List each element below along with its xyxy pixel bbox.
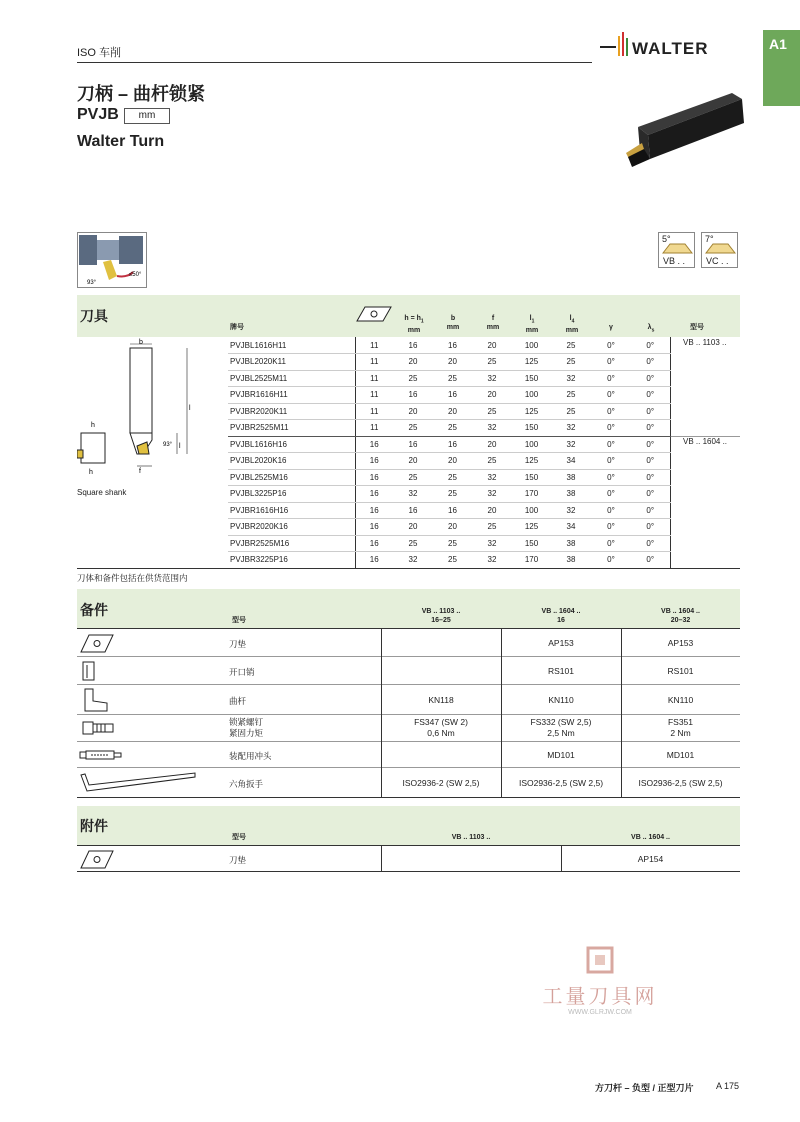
cell-lambda: 0°	[631, 519, 670, 536]
part-value: KN118	[428, 695, 454, 705]
parts-col-2: VB .. 1604 .. 16	[541, 608, 581, 624]
brand-name: Walter Turn	[77, 133, 165, 150]
cell-code: PVJBR3225P16	[228, 552, 355, 569]
cell-lambda: 0°	[631, 387, 670, 404]
badge-type: VC . .	[706, 256, 729, 266]
shim-icon	[79, 848, 115, 870]
cell-l1: 125	[512, 519, 551, 536]
cell-h: 20	[393, 403, 433, 420]
cell-size: 16	[355, 453, 393, 470]
cell-l1: 150	[512, 420, 551, 437]
col-l1: $l_1$ mm	[525, 315, 539, 335]
col-h: $h = h_1$ mm	[404, 315, 424, 335]
tool-holder-image	[620, 85, 745, 185]
part-value: MD101	[547, 750, 575, 760]
header-divider	[77, 62, 592, 63]
square-shank-label: Square shank	[77, 488, 127, 497]
angle-93-label: 93°	[87, 280, 97, 286]
cell-l4: 32	[551, 502, 591, 519]
watermark-logo-icon	[585, 945, 615, 975]
cell-type	[670, 469, 740, 486]
cell-lambda: 0°	[631, 420, 670, 437]
table-row	[228, 486, 740, 503]
cell-l1: 100	[512, 337, 551, 354]
chapter-tab[interactable]: A1	[763, 30, 800, 106]
cell-h: 25	[393, 535, 433, 552]
acc-row-shim	[77, 846, 740, 872]
cell-h: 20	[393, 354, 433, 371]
cell-code: PVJBL2020K11	[228, 354, 355, 371]
col-type: 型号	[690, 324, 704, 331]
dim-b: b	[139, 339, 143, 346]
parts-section-title: 备件	[80, 602, 108, 618]
cell-code: PVJBL2525M16	[228, 469, 355, 486]
cell-code: PVJBL2525M11	[228, 370, 355, 387]
part-value: RS101	[548, 666, 574, 676]
cell-size: 16	[355, 469, 393, 486]
part-name: 刀垫	[229, 855, 247, 865]
cell-size: 11	[355, 370, 393, 387]
cell-b: 25	[433, 370, 472, 387]
col-code: 牌号	[230, 324, 244, 331]
cell-lambda: 0°	[631, 486, 670, 503]
parts-row-lever	[77, 685, 740, 715]
cell-f: 32	[472, 486, 512, 503]
cell-lambda: 0°	[631, 453, 670, 470]
col-l4: $l_4$ mm	[565, 315, 579, 335]
cell-l4: 38	[551, 552, 591, 569]
part-value: FS347 (SW 2) 0,6 Nm	[414, 717, 468, 738]
cell-lambda: 0°	[631, 469, 670, 486]
part-name: 锁紧螺钉 紧固力矩	[229, 717, 264, 738]
cell-type	[670, 552, 740, 569]
table-row	[228, 403, 740, 420]
cell-size: 16	[355, 519, 393, 536]
cell-code: PVJBL1616H11	[228, 337, 355, 354]
cell-gamma: 0°	[591, 453, 631, 470]
cell-l4: 38	[551, 535, 591, 552]
cell-lambda: 0°	[631, 370, 670, 387]
part-value: FS351 2 Nm	[667, 717, 694, 738]
tools-bottom-rule	[77, 568, 740, 569]
cell-lambda: 0°	[631, 403, 670, 420]
cell-l4: 38	[551, 486, 591, 503]
part-name: 装配用冲头	[229, 751, 272, 761]
cell-type	[670, 486, 740, 503]
table-row	[228, 535, 740, 552]
watermark-url: WWW.GLRJW.COM	[568, 1009, 632, 1016]
cell-gamma: 0°	[591, 387, 631, 404]
table-row	[228, 436, 740, 453]
cell-type	[670, 502, 740, 519]
cell-h: 32	[393, 552, 433, 569]
cell-l1: 100	[512, 387, 551, 404]
cell-h: 32	[393, 486, 433, 503]
badge-angle: 5°	[662, 234, 671, 244]
tools-table	[228, 337, 740, 569]
cell-f: 25	[472, 519, 512, 536]
cell-f: 32	[472, 469, 512, 486]
cell-code: PVJBL1616H16	[228, 436, 355, 453]
cell-size: 16	[355, 535, 393, 552]
cell-f: 25	[472, 403, 512, 420]
cell-h: 20	[393, 453, 433, 470]
cell-f: 32	[472, 535, 512, 552]
cell-gamma: 0°	[591, 469, 631, 486]
acc-col-2: VB .. 1604 ..	[631, 834, 670, 841]
cell-h: 16	[393, 337, 433, 354]
type-group-1103: VB .. 1103 ..	[683, 338, 727, 347]
cell-gamma: 0°	[591, 519, 631, 536]
shim-icon	[79, 632, 115, 654]
table-row	[228, 519, 740, 536]
cell-f: 25	[472, 453, 512, 470]
table-row	[228, 370, 740, 387]
cell-l4: 25	[551, 354, 591, 371]
cell-gamma: 0°	[591, 354, 631, 371]
table-row	[228, 502, 740, 519]
part-name: 刀垫	[229, 639, 247, 649]
type-group-1604: VB .. 1604 ..	[683, 437, 728, 446]
cell-l4: 25	[551, 387, 591, 404]
cell-h: 16	[393, 387, 433, 404]
part-value: FS332 (SW 2,5) 2,5 Nm	[530, 717, 592, 738]
cell-b: 25	[433, 535, 472, 552]
cell-l1: 150	[512, 370, 551, 387]
cell-b: 20	[433, 453, 472, 470]
badge-type: VB . .	[663, 256, 686, 266]
cell-f: 32	[472, 370, 512, 387]
cell-size: 11	[355, 354, 393, 371]
table-row	[228, 354, 740, 371]
table-row	[228, 453, 740, 470]
split-pin-icon	[81, 660, 97, 682]
cell-f: 32	[472, 552, 512, 569]
cell-size: 11	[355, 387, 393, 404]
screw-icon	[81, 719, 117, 737]
cell-gamma: 0°	[591, 552, 631, 569]
col-b: b mm	[446, 315, 460, 331]
part-value: RS101	[667, 666, 694, 676]
cell-size: 11	[355, 403, 393, 420]
dim-h1: h	[89, 469, 93, 476]
cell-f: 25	[472, 354, 512, 371]
dim-l4: l	[179, 443, 181, 450]
cell-b: 20	[433, 354, 472, 371]
insert-badge-vb	[658, 232, 695, 268]
table-row	[228, 469, 740, 486]
group-divider	[671, 436, 740, 437]
part-name: 曲杆	[229, 696, 247, 706]
cell-gamma: 0°	[591, 502, 631, 519]
cell-h: 25	[393, 420, 433, 437]
insert-diamond-icon	[355, 303, 393, 325]
cell-code: PVJBR1616H16	[228, 502, 355, 519]
insert-shape-icon	[662, 242, 693, 254]
part-value: ISO2936-2,5 (SW 2,5)	[518, 778, 604, 788]
col-gamma: γ	[609, 324, 613, 331]
dim-h: h	[91, 422, 95, 429]
cell-l1: 125	[512, 354, 551, 371]
cell-type	[670, 420, 740, 437]
col-f: f mm	[486, 315, 500, 331]
cell-l1: 125	[512, 453, 551, 470]
cell-h: 16	[393, 502, 433, 519]
table-row	[228, 552, 740, 569]
machining-diagram	[77, 232, 147, 288]
hex-key-icon	[77, 771, 199, 795]
cell-b: 25	[433, 552, 472, 569]
part-value: ISO2936-2 (SW 2,5)	[402, 778, 480, 788]
cell-l4: 32	[551, 436, 591, 453]
cell-f: 32	[472, 420, 512, 437]
cell-b: 16	[433, 502, 472, 519]
cell-l4: 32	[551, 420, 591, 437]
page-number: A 175	[716, 1081, 740, 1091]
acc-col-1: VB .. 1103 ..	[451, 834, 491, 841]
cell-type	[670, 354, 740, 371]
parts-row-wrench	[77, 768, 740, 798]
logo-text: WALTER	[632, 39, 709, 58]
cell-code: PVJBL3225P16	[228, 486, 355, 503]
cell-b: 20	[433, 519, 472, 536]
cell-type	[670, 453, 740, 470]
cell-l1: 100	[512, 436, 551, 453]
cell-type	[670, 370, 740, 387]
cell-size: 16	[355, 436, 393, 453]
part-name: 六角扳手	[229, 779, 264, 789]
cell-type	[670, 387, 740, 404]
cell-b: 25	[433, 486, 472, 503]
cell-l1: 125	[512, 403, 551, 420]
cell-b: 16	[433, 337, 472, 354]
parts-row-pin	[77, 657, 740, 685]
cell-l4: 34	[551, 453, 591, 470]
cell-f: 20	[472, 436, 512, 453]
cell-b: 16	[433, 387, 472, 404]
cell-l1: 100	[512, 502, 551, 519]
cell-code: PVJBR2020K11	[228, 403, 355, 420]
cell-l1: 170	[512, 486, 551, 503]
parts-col-1: VB .. 1103 .. 16–25	[421, 608, 461, 624]
footer-title: 方刀杆 – 负型 / 正型刀片	[595, 1083, 694, 1093]
cell-gamma: 0°	[591, 370, 631, 387]
cell-b: 16	[433, 436, 472, 453]
cell-h: 16	[393, 436, 433, 453]
col-lambda: $\lambda_s$	[647, 324, 655, 334]
accessories-section-title: 附件	[80, 818, 108, 834]
parts-col-divider	[621, 629, 622, 798]
parts-row-shim	[77, 629, 740, 657]
acc-col-divider	[561, 846, 562, 872]
acc-col-code: 型号	[232, 834, 246, 841]
dim-l1: l	[189, 405, 191, 412]
badge-angle: 7°	[705, 234, 714, 244]
cell-size: 16	[355, 552, 393, 569]
part-value: KN110	[548, 695, 574, 705]
part-value: MD101	[666, 750, 695, 760]
table-row	[228, 387, 740, 404]
cell-lambda: 0°	[631, 354, 670, 371]
cell-type	[670, 403, 740, 420]
section-label: ISO 车削	[77, 47, 122, 59]
cell-lambda: 0°	[631, 502, 670, 519]
cell-size: 16	[355, 502, 393, 519]
cell-code: PVJBR1616H11	[228, 387, 355, 404]
cell-f: 20	[472, 337, 512, 354]
cell-h: 25	[393, 370, 433, 387]
cell-type	[670, 519, 740, 536]
cell-code: PVJBL2020K16	[228, 453, 355, 470]
part-value: AP153	[667, 638, 694, 648]
cell-gamma: 0°	[591, 337, 631, 354]
cell-code: PVJBR2020K16	[228, 519, 355, 536]
watermark	[520, 945, 680, 1015]
cell-l4: 25	[551, 337, 591, 354]
cell-b: 25	[433, 420, 472, 437]
cell-b: 25	[433, 469, 472, 486]
cell-l4: 38	[551, 469, 591, 486]
cell-gamma: 0°	[591, 420, 631, 437]
cell-f: 20	[472, 387, 512, 404]
part-value: KN110	[667, 695, 694, 705]
acc-col-divider	[381, 846, 382, 872]
parts-col-3: VB .. 1604 .. 20–32	[661, 608, 700, 624]
parts-col-divider	[381, 629, 382, 798]
part-value: AP153	[548, 638, 574, 648]
cell-l4: 34	[551, 519, 591, 536]
cell-b: 20	[433, 403, 472, 420]
cell-gamma: 0°	[591, 403, 631, 420]
model-code: PVJB	[77, 106, 119, 123]
cell-l1: 170	[512, 552, 551, 569]
cell-gamma: 0°	[591, 486, 631, 503]
cell-lambda: 0°	[631, 552, 670, 569]
cell-gamma: 0°	[591, 535, 631, 552]
cell-l4: 25	[551, 403, 591, 420]
cell-lambda: 0°	[631, 436, 670, 453]
cell-size: 11	[355, 420, 393, 437]
punch-icon	[79, 748, 123, 762]
part-value: ISO2936-2,5 (SW 2,5)	[638, 778, 723, 788]
delivery-note: 刀体和备件包括在供货范围内	[77, 573, 188, 583]
watermark-text: 工量刀具网	[542, 984, 658, 1008]
tools-section-title: 刀具	[80, 308, 108, 324]
unit-badge: mm	[124, 108, 170, 124]
table-row	[228, 337, 740, 354]
part-name: 开口销	[229, 667, 255, 677]
insert-shape-icon	[705, 242, 736, 254]
page-title: 刀柄 – 曲杆锁紧	[77, 84, 206, 104]
insert-badge-vc	[701, 232, 738, 268]
part-value: AP154	[637, 854, 664, 864]
cell-lambda: 0°	[631, 535, 670, 552]
cell-size: 16	[355, 486, 393, 503]
cell-h: 20	[393, 519, 433, 536]
cell-l4: 32	[551, 370, 591, 387]
dim-angle: 93°	[163, 442, 173, 448]
table-row	[228, 420, 740, 437]
walter-logo	[600, 30, 740, 60]
cell-code: PVJBR2525M16	[228, 535, 355, 552]
cell-l1: 150	[512, 535, 551, 552]
angle-50-label: ≤50°	[129, 272, 142, 278]
cell-type	[670, 535, 740, 552]
cell-h: 25	[393, 469, 433, 486]
cell-gamma: 0°	[591, 436, 631, 453]
lever-icon	[81, 687, 111, 713]
parts-col-code: 型号	[232, 617, 246, 624]
parts-row-punch	[77, 742, 740, 768]
parts-row-screw	[77, 715, 740, 742]
parts-col-divider	[501, 629, 502, 798]
cell-lambda: 0°	[631, 337, 670, 354]
cell-size: 11	[355, 337, 393, 354]
shank-dimension-diagram	[77, 338, 227, 483]
cell-f: 20	[472, 502, 512, 519]
dim-f: f	[139, 468, 141, 475]
cell-code: PVJBR2525M11	[228, 420, 355, 437]
cell-l1: 150	[512, 469, 551, 486]
